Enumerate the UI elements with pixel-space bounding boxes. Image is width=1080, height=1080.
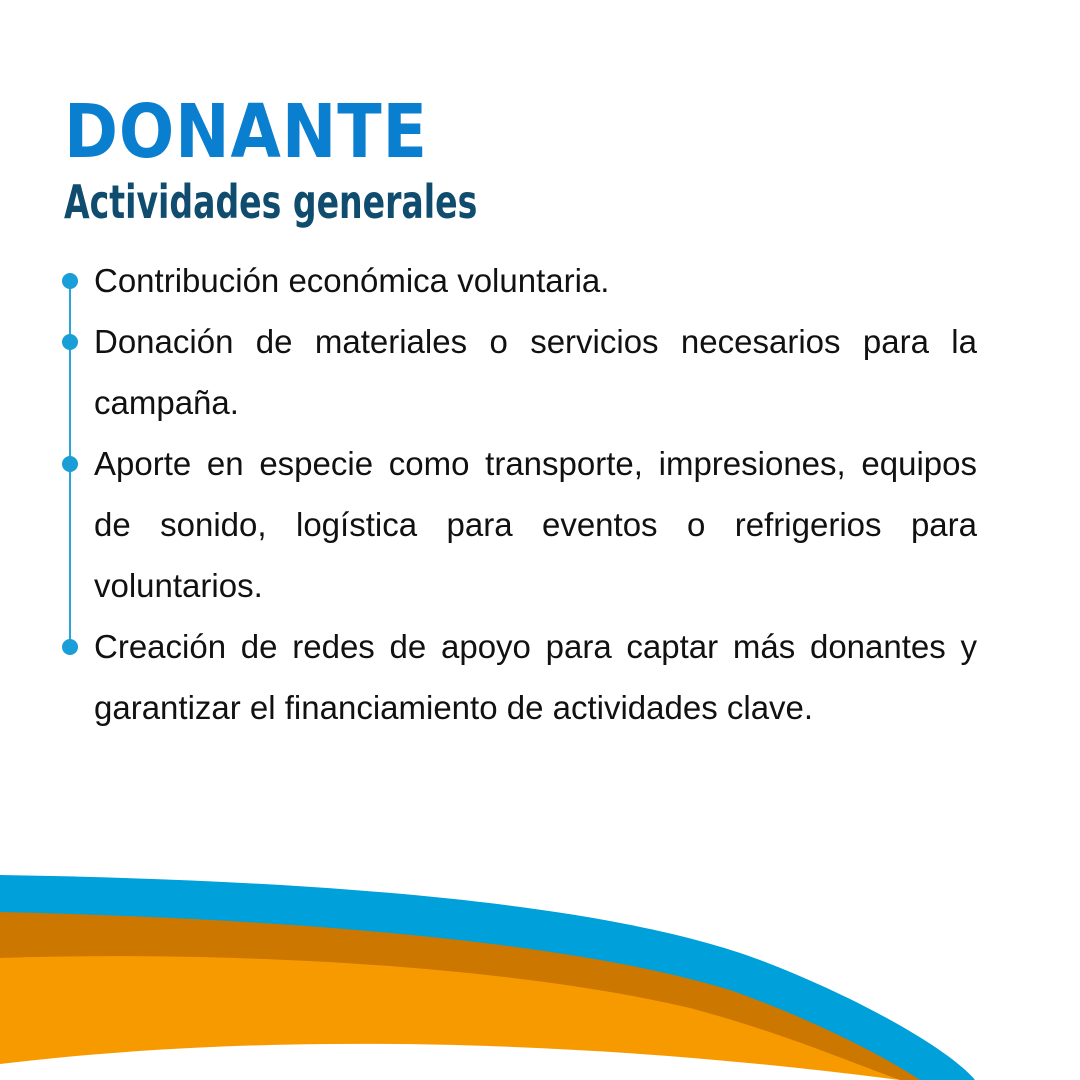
- activity-text: Donación de materiales o servicios necesarios para la campaña.: [94, 323, 977, 421]
- list-item: [0, 433, 977, 616]
- activity-text: Creación de redes de apoyo para captar más donantes y garantizar el financiamiento de actividades clave.: [94, 628, 977, 726]
- decorative-waves: [0, 860, 1080, 1080]
- page-subtitle: Actividades generales: [64, 175, 478, 229]
- activity-text: Aporte en especie como transporte, impresiones, equipos de sonido, logística para eventos o refrigerios para voluntarios.: [94, 445, 977, 604]
- bullet-dot-icon: [62, 456, 78, 472]
- bullet-dot-icon: [62, 273, 78, 289]
- activity-text: Contribución económica voluntaria.: [94, 262, 610, 299]
- page-title: DONANTE: [64, 89, 428, 175]
- list-item: [0, 616, 977, 738]
- activities-list: [0, 250, 1080, 738]
- bullet-dot-icon: [62, 639, 78, 655]
- bullet-dot-icon: [62, 334, 78, 350]
- list-item: [0, 250, 977, 311]
- list-item: [0, 311, 977, 433]
